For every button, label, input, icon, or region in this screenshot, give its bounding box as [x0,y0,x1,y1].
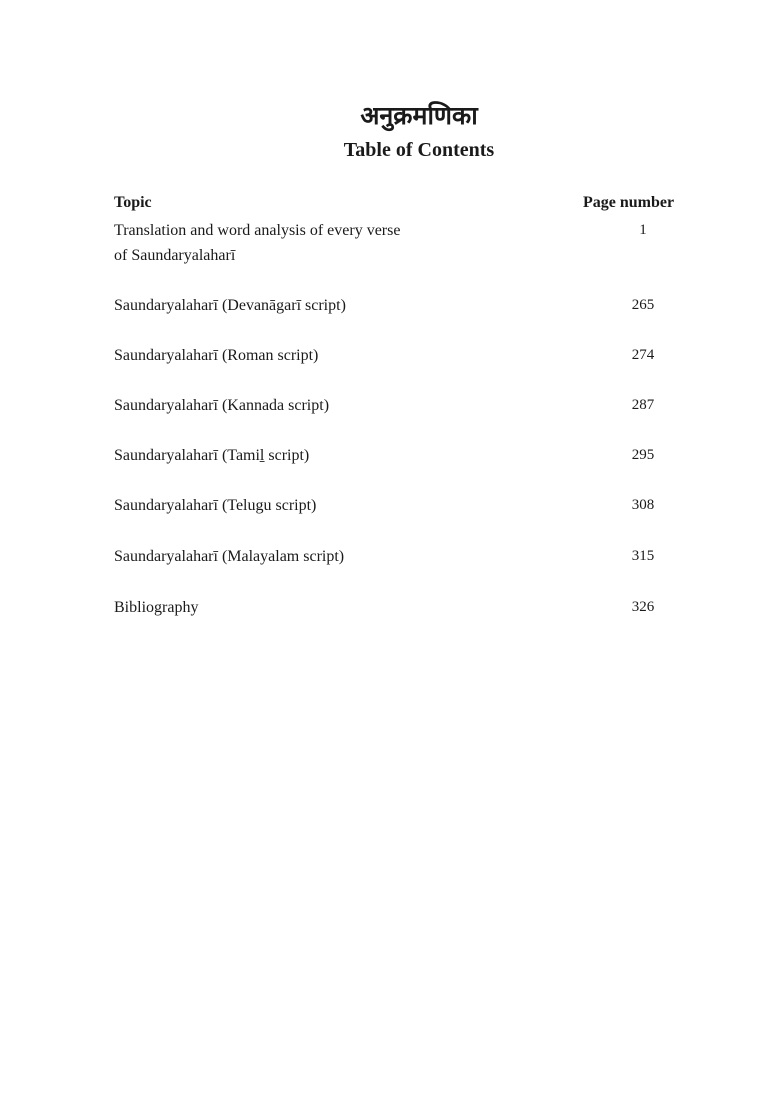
toc-entry-topic: Translation and word analysis of every verse of Saundaryalaharī [114,222,401,264]
toc-entry-page: 295 [631,447,655,463]
toc-entry-kannada [114,393,714,417]
toc-entry-tamil [114,443,714,467]
toc-entry-roman [114,343,714,367]
page-title-devanagari: अनुक्रमणिका [360,101,478,130]
toc-entry-page: 265 [631,297,655,313]
toc-entry-topic: Saundaryalaharī (Roman script) [114,347,319,364]
toc-entry-page: 1 [639,222,647,238]
toc-entry-topic: Bibliography [114,599,199,616]
toc-entry-translation [114,218,714,268]
toc-entry-topic: Saundaryalaharī (Tamiḻ script) [114,447,310,464]
toc-entry-page: 326 [631,599,655,615]
toc-entry-topic: Saundaryalaharī (Kannada script) [114,397,330,414]
toc-entry-telugu [114,493,714,517]
toc-entry-topic: Saundaryalaharī (Devanāgarī script) [114,297,346,314]
page-title: Table of Contents [343,139,495,161]
toc-entry-malayalam [114,544,714,568]
page-number-column-header: Page number [583,194,675,211]
toc-entry-page: 274 [631,347,655,363]
toc-entry-bibliography [114,595,714,619]
toc-entry-topic: Saundaryalaharī (Malayalam script) [114,548,345,565]
toc-entry-page: 287 [631,397,655,413]
toc-entry-devanagari [114,293,714,317]
toc-entry-page: 315 [631,548,655,564]
toc-entry-topic: Saundaryalaharī (Telugu script) [114,497,317,514]
topic-column-header: Topic [114,194,152,211]
toc-entry-page: 308 [631,497,655,513]
